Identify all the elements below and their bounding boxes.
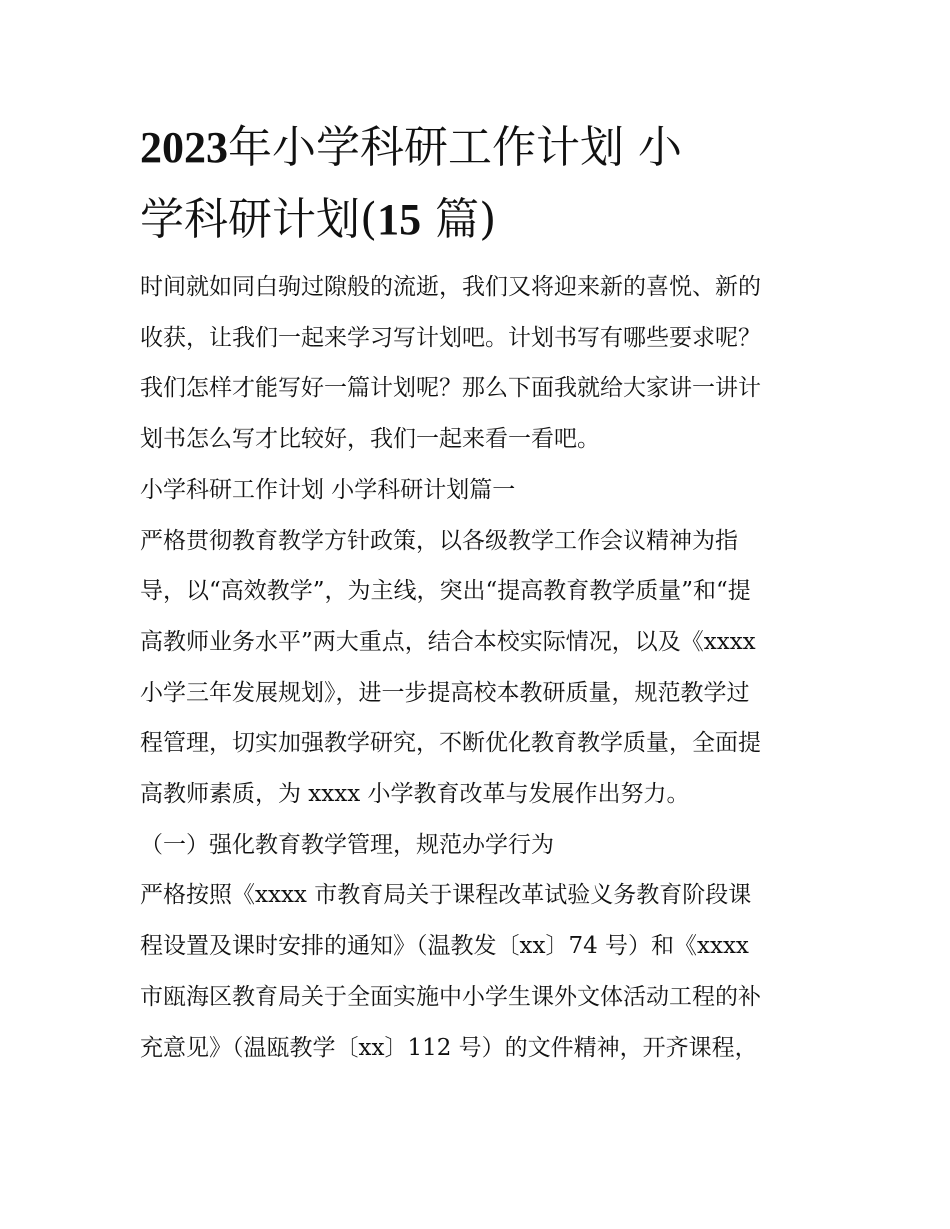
body-line: 程管理，切实加强教学研究，不断优化教育教学质量，全面提 (140, 730, 761, 757)
body-line: 高教师业务水平”两大重点，结合本校实际情况，以及《xxxx (140, 628, 756, 655)
body-line: 小学三年发展规划》，进一步提高校本教研质量，规范教学过 (140, 679, 750, 706)
body-line: 严格按照《xxxx 市教育局关于课程改革试验义务教育阶段课 (140, 882, 752, 909)
body-line: 导，以“高效教学”，为主线，突出“提高教育教学质量”和“提 (140, 578, 751, 605)
subsection-heading: （一）强化教育教学管理，规范办学行为 (140, 831, 554, 858)
title-line2-end: 篇) (421, 194, 497, 245)
title-year: 2023 (140, 123, 228, 172)
body-line: 程设置及课时安排的通知》（温教发〔xx〕74 号）和《xxxx (140, 933, 749, 960)
body-line: 充意见》（温瓯教学〔xx〕112 号）的文件精神，开齐课程， (140, 1034, 758, 1061)
body-line: 市瓯海区教育局关于全面实施中小学生课外文体活动工程的补 (140, 983, 761, 1010)
body-line: 划书怎么写才比较好，我们一起来看一看吧。 (140, 426, 600, 453)
body-line: 高教师素质，为 xxxx 小学教育改革与发展作出努力。 (140, 781, 690, 808)
title-count: 15 (377, 195, 422, 244)
document-content (140, 112, 820, 1073)
section-heading: 小学科研工作计划 小学科研计划篇一 (140, 476, 516, 503)
body-line: 收获，让我们一起来学习写计划吧。计划书写有哪些要求呢？ (140, 324, 761, 351)
title-line2-start: 学科研计划( (140, 194, 378, 245)
body-line: 我们怎样才能写好一篇计划呢？那么下面我就给大家讲一讲计 (140, 375, 761, 402)
body-line: 时间就如同白驹过隙般的流逝，我们又将迎来新的喜悦、新的 (140, 274, 761, 300)
title-line1-text: 年小学科研工作计划 小 (228, 122, 682, 173)
body-line: 严格贯彻教育教学方针政策，以各级教学工作会议精神为指 (140, 527, 738, 554)
document-title (140, 112, 820, 256)
